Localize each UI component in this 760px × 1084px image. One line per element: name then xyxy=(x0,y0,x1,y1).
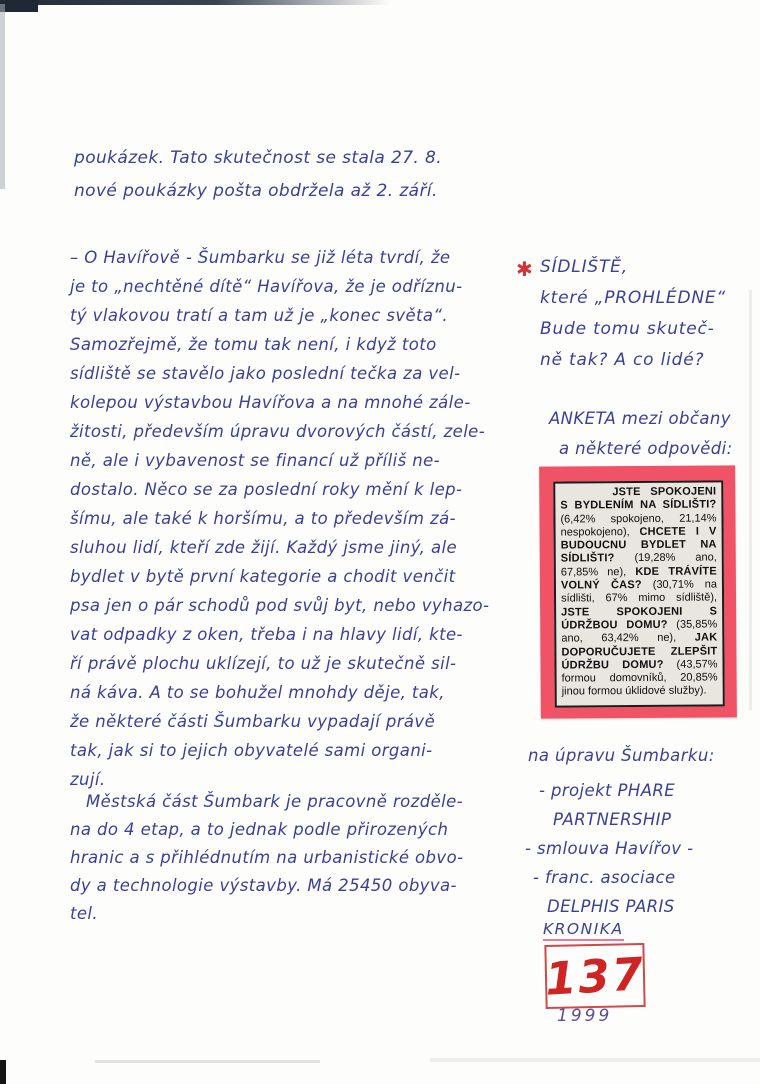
news-clipping xyxy=(539,465,737,718)
notes-list: - projekt PHARE PARTNERSHIP - smlouva Havířov - - franc. asociace DELPHIS PARIS xyxy=(525,781,694,916)
page-number: 137 xyxy=(543,946,647,1006)
scan-artifact-right-streak xyxy=(749,290,752,710)
scan-artifact-top-corner xyxy=(0,0,38,12)
margin-headline: SÍDLIŠTĚ, které „PROHLÉDNE“ Bude tomu skuteč- ně tak? A co lidé? xyxy=(540,257,727,370)
handwritten-paragraph-postal: poukázek. Tato skutečnost se stala 27. 8. nové poukázky pošta obdržela až 2. září. xyxy=(74,148,443,201)
notes-title: na úpravu Šumbarku: xyxy=(528,746,715,765)
scan-artifact-top-line xyxy=(0,0,390,5)
handwritten-paragraph-sumbark: – O Havířově - Šumbarku se již léta tvrdí, že je to „nechtěné dítě“ Havířova, že je odříznu- tý vlakovou tratí a tam už je „konec světa“. Samozřejmě, že tomu tak není, i když toto sídliště se stavělo jako poslední tečka za vel- kolepou výstavbou Havířova a na mnohé zále- žitosti, především úpravu dvorových částí, zele- ně, ale i vybavenost se financí už příliš ne- dostalo. Něco se za poslední roky mění k lep- šímu, ale také k horšímu, a to především zá- sluhou lidí, kteří zde žijí. Každý jsme jiný, ale bydlet v bytě první kategorie a chodit venčit psa jen o pár schodů pod svůj byt, nebo vyhazo- vat odpadky z oken, třeba i na hlavy lidí, kte- ří právě plochu uklízejí, to už je skutečně sil- ná káva. A to se bohužel mnohdy děje, tak, že některé části Šumbarku vypadají právě tak, jak si to jejich obyvatelé sami organi- zují. xyxy=(70,248,490,789)
scan-artifact-bottom-streak xyxy=(95,1060,320,1063)
margin-anketa-note: ANKETA mezi občany a některé odpovědi: xyxy=(549,409,733,458)
kronika-label: KRONIKA xyxy=(543,920,624,941)
red-asterisk-mark: ✱ xyxy=(516,257,533,281)
news-clipping-text: JSTE SPOKOJENI S BYDLENÍM NA SÍDLIŠTI? (6,42% spokojeno, 21,14% nespokojeno), CHCETE I V BUDOUCNU BYDLET NA SÍDLIŠTI? (19,28% ano, 67,85% ne), KDE TRÁVÍTE VOLNÝ ČAS? (30,71% na sídlišti, 67% mimo sídliště), JSTE SPOKOJENI S ÚDRŽBOU DOMU? (35,85% ano, 63,42% ne), JAK DOPORUČUJETE ZLEPŠIT ÚDRŽBU DOMU? (43,57% formou domovníků, 20,85% jinou formou úklidové služby). xyxy=(553,480,725,707)
scan-artifact-bottom-streak xyxy=(430,1058,760,1062)
scan-artifact-bottom-left xyxy=(0,1060,6,1084)
handwritten-paragraph-etapy: Městská část Šumbark je pracovně rozděle- na do 4 etap, a to jednak podle přirozených hranic a s přihlédnutím na urbanistické obvo- dy a technologie výstavby. Má 25450 obyva- tel. xyxy=(70,792,464,923)
year-label: 1999 xyxy=(557,1006,613,1026)
scan-artifact-left-streak xyxy=(0,4,5,189)
page-number-stamp xyxy=(544,943,645,1009)
